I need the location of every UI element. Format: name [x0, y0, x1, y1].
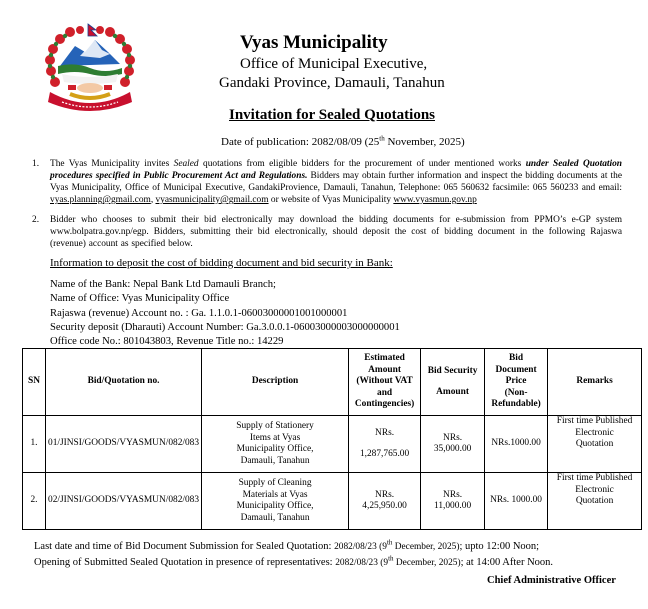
office-address: Gandaki Province, Damauli, Tanahun [219, 75, 445, 91]
cell-remarks: First time Published Electronic Quotation [548, 473, 642, 530]
paragraph-text: Bidder who chooses to submit their bid electronically may download the bidding documents for e-submission from PPMO’s e-GP system www.bolpatra.gov.np/egp. Bidders, submitting their bid electronically, should deposit the cost of bidding document in the following Rajaswa (revenue) account as specified below. [50, 215, 622, 249]
bank-name: Name of the Bank: Nepal Bank Ltd Damauli Branch; [50, 279, 276, 290]
security-deposit-account: Security deposit (Dharauti) Account Number: Ga.3.0.0.1-06003000003000000001 [50, 321, 400, 333]
opening-time: Opening of Submitted Sealed Quotation in presence of representatives: 2082/08/23 (9th December, 2025); at 14:00 After Noon. [34, 554, 554, 568]
header-description: Description [202, 349, 349, 416]
office-code: Office code No.: 801043803, Revenue Title no.: 14229 [50, 336, 284, 348]
website-link[interactable]: www.vyasmun.gov.np [393, 195, 477, 205]
table-row [23, 416, 642, 473]
header-sn: SN [23, 349, 46, 416]
notice-title: Invitation for Sealed Quotations [229, 107, 435, 123]
email-link-municipality[interactable]: vyasmunicipality@gmail.com [155, 195, 269, 205]
cell-bid-no: 02/JINSI/GOODS/VYASMUN/082/083 [46, 473, 202, 530]
office-name-line: Name of Office: Vyas Municipality Office [50, 293, 230, 305]
cell-sn: 1. [23, 416, 46, 473]
cell-bid-security: NRs. 11,000.00 [421, 473, 485, 530]
paragraph-1 [32, 158, 622, 206]
table-header-row [23, 349, 642, 416]
header-estimated-amount: Estimated Amount (Without VAT and Contingencies) [349, 349, 421, 416]
email-link-planning[interactable]: vyas.planning@gmail.com [50, 195, 151, 205]
bank-info-heading: Information to deposit the cost of bidding document and bid security in Bank: [50, 257, 393, 269]
publication-date: Date of publication: 2082/08/09 (25th November, 2025) [221, 134, 465, 148]
header-document-price: Bid Document Price (Non- Refundable) [485, 349, 548, 416]
quotation-table [22, 348, 642, 530]
paragraph-text: The Vyas Municipality invites Sealed quotations from eligible bidders for the procurement of under mentioned works under Sealed Quotation procedures specified in Public Procurement Act and Regulations. Bidders may obtain further information and inspect the bidding documents at the Vyas Municipality, Office of Municipal Executive, GandakiProvience, Damauli, Tanahun, Telephone: 065 560632 facsimile: 065 560233 and email: vyas.planning@gmail.com, vyasmunicipality@gmail.com or website of Vyas Municipality www.vyasmun.gov.np [50, 159, 623, 205]
cell-estimated-amount: NRs. 4,25,950.00 [349, 473, 421, 530]
cell-remarks: First time Published Electronic Quotation [548, 416, 642, 473]
signatory-title: Chief Administrative Officer [487, 575, 616, 586]
header-bid-no: Bid/Quotation no. [46, 349, 202, 416]
deadline-info [34, 539, 553, 571]
cell-bid-security: NRs. 35,000.00 [421, 416, 485, 473]
cell-description: Supply of Cleaning Materials at Vyas Municipality Office, Damauli, Tanahun [202, 473, 349, 530]
table-row [23, 473, 642, 530]
organization-name: Vyas Municipality [240, 32, 388, 53]
paragraph-2 [32, 214, 622, 250]
revenue-account: Rajaswa (revenue) Account no. : Ga. 1.1.0.1-06003000001001000001 [50, 307, 348, 319]
cell-document-price: NRs.1000.00 [485, 416, 548, 473]
office-name: Office of Municipal Executive, [240, 56, 428, 72]
bank-info [50, 278, 400, 349]
nepal-government-emblem-icon [40, 22, 140, 114]
cell-description: Supply of Stationery Items at Vyas Municipality Office, Damauli, Tanahun [202, 416, 349, 473]
cell-bid-no: 01/JINSI/GOODS/VYASMUN/082/083 [46, 416, 202, 473]
submission-deadline: Last date and time of Bid Document Submission for Sealed Quotation: 2082/08/23 (9th December, 2025); upto 12:00 Noon; [34, 538, 540, 552]
paragraph-number: 2. [32, 215, 40, 225]
header-remarks: Remarks [548, 349, 642, 416]
paragraph-number: 1. [32, 159, 40, 169]
header-bid-security: Bid Security Amount [421, 349, 485, 416]
cell-document-price: NRs. 1000.00 [485, 473, 548, 530]
cell-estimated-amount: NRs. 1,287,765.00 [349, 416, 421, 473]
cell-sn: 2. [23, 473, 46, 530]
